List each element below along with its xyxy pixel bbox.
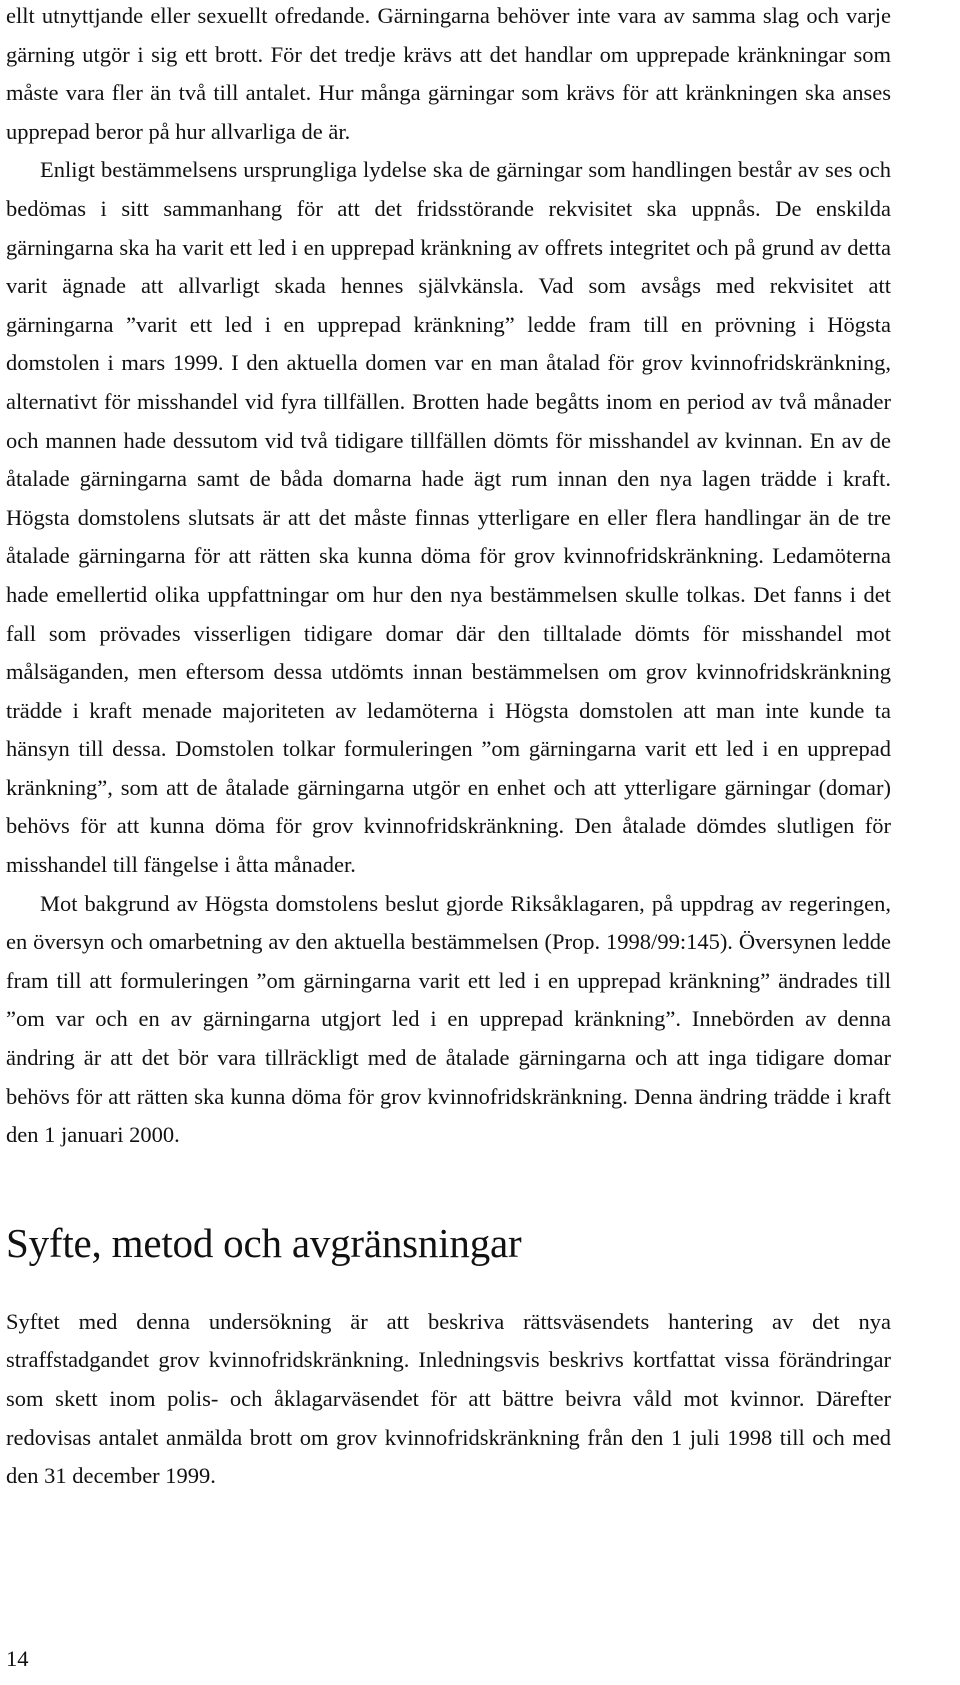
body-paragraph-1: ellt utnyttjande eller sexuellt ofredande. Gärningarna behöver inte vara av samma slag och varje gärning utgör i sig ett brott. För det tredje krävs att det handlar om upprepade kränkningar som måste vara fler än två till antalet. Hur många gärningar som krävs för att kränkningen ska anses upprepad beror på hur allvarliga de är. (6, 3, 891, 144)
document-page (6, 0, 891, 1496)
body-paragraph-2: Enligt bestämmelsens ursprungliga lydelse ska de gärningar som handlingen består av ses och bedömas i sitt sammanhang för att det fridsstörande rekvisitet ska uppnås. De enskilda gärningarna ska ha varit ett led i en upprepad kränkning av offrets integritet och på grund av detta varit ägnade att allvarligt skada hennes självkänsla. Vad som avsågs med rekvisitet att gärningarna ”varit ett led i en upprepad kränkning” ledde fram till en prövning i Högsta domstolen i mars 1999. I den aktuella domen var en man åtalad för grov kvinnofridskränkning, alternativt för misshandel vid fyra tillfällen. Brotten hade begåtts inom en period av två månader och mannen hade dessutom vid två tidigare tillfällen dömts för misshandel av kvinnan. En av de åtalade gärningarna samt de båda domarna hade ägt rum innan den nya lagen trädde i kraft. Högsta domstolens slutsats är att det måste finnas ytterligare en eller flera handlingar än de tre åtalade gärningarna för att rätten ska kunna döma för grov kvinnofridskränkning. Ledamöterna hade emellertid olika uppfattningar om hur den nya bestämmelsen skulle tolkas. Det fanns i det fall som prövades visserligen tidigare domar där den tilltalade dömts för misshandel mot målsäganden, men eftersom dessa utdömts innan bestämmelsen om grov kvinnofridskränkning trädde i kraft menade majoriteten av ledamöterna i Högsta domstolen att man inte kunde ta hänsyn till dessa. Domstolen tolkar formuleringen ”om gärningarna varit ett led i en upprepad kränkning”, som att de åtalade gärningarna utgör en enhet och att ytterligare gärningar (domar) behövs för att kunna döma för grov kvinnofridskränkning. Den åtalade dömdes slutligen för misshandel till fängelse i åtta månader. (6, 157, 891, 878)
section-paragraph: Syftet med denna undersökning är att beskriva rättsväsendets hantering av det nya straffstadgandet grov kvinnofridskränkning. Inledningsvis beskrivs kortfattat vissa förändringar som skett inom polis- och åklagarväsendet för att bättre beivra våld mot kvinnor. Därefter redovisas antalet anmälda brott om grov kvinnofridskränkning från den 1 juli 1998 till och med den 31 december 1999. (6, 1308, 891, 1489)
section-heading: Syfte, metod och avgränsningar (6, 1219, 522, 1266)
body-paragraph-3: Mot bakgrund av Högsta domstolens beslut gjorde Riksåklagaren, på uppdrag av regeringen, en översyn och omarbetning av den aktuella bestämmelsen (Prop. 1998/99:145). Översynen ledde fram till att formuleringen ”om gärningarna varit ett led i en upprepad kränkning” ändrades till ”om var och en av gärningarna utgjort led i en upprepad kränkning”. Innebörden av denna ändring är att det bör vara tillräckligt med de åtalade gärningarna och att inga tidigare domar behövs för att rätten ska kunna döma för grov kvinnofridskränkning. Denna ändring trädde i kraft den 1 januari 2000. (6, 890, 891, 1148)
page-number: 14 (6, 1646, 29, 1671)
